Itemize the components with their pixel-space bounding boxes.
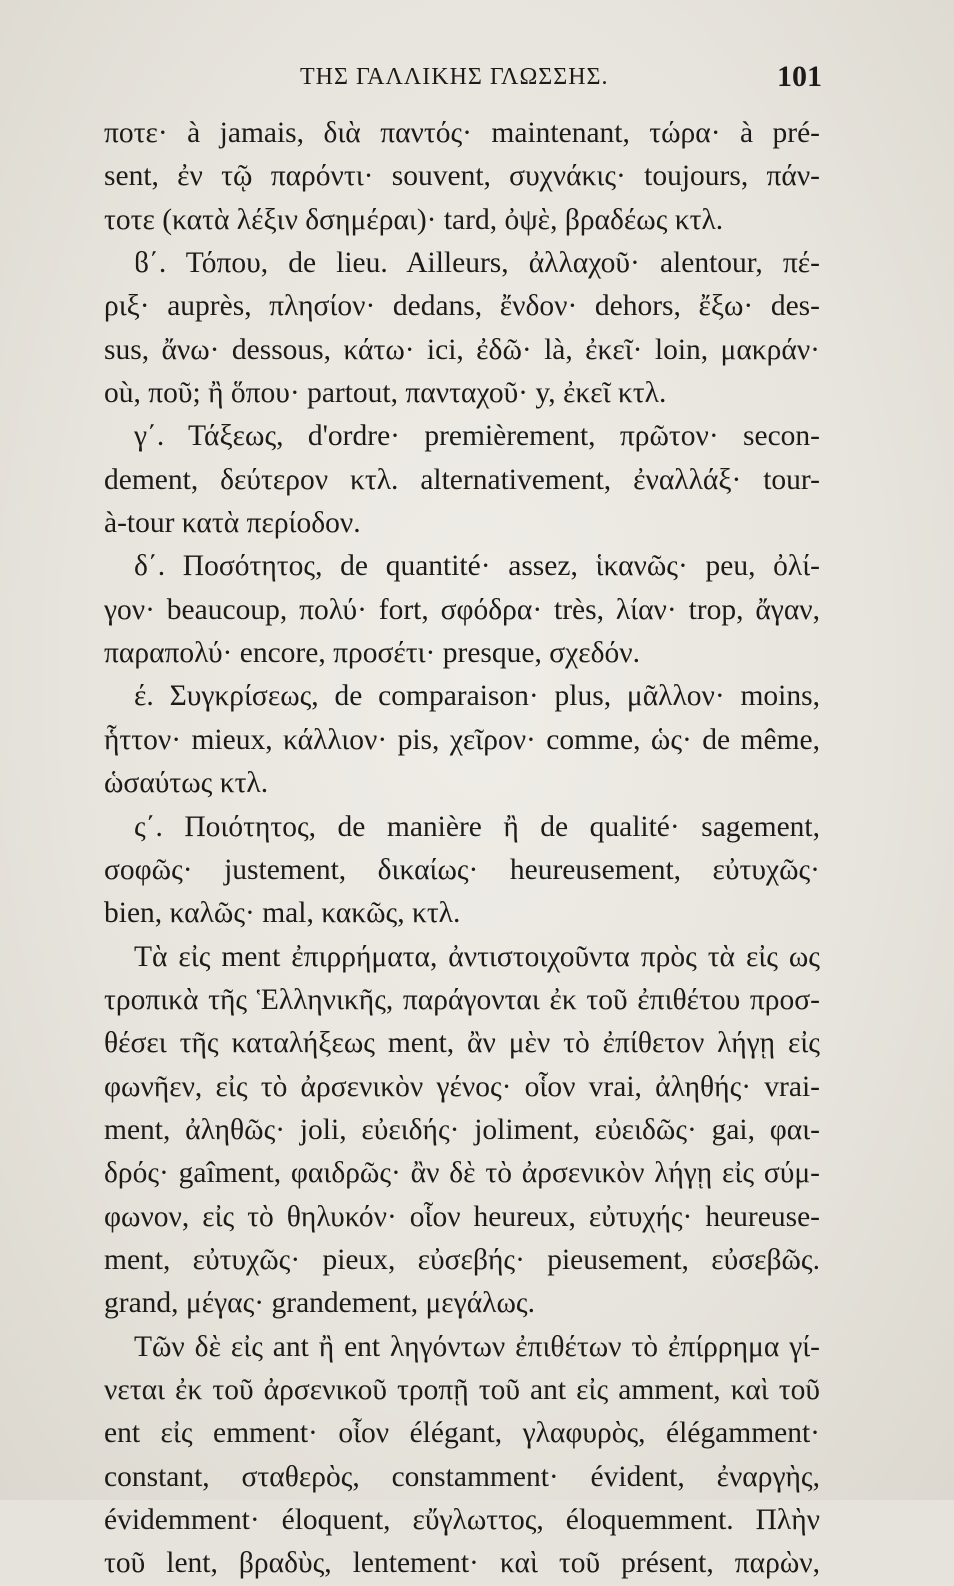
text-line: sus, ἄνω· dessous, κάτω· ici, ἐδῶ· là, ἐκεῖ· loin, μακράν· [104,333,820,366]
text-line: νεται ἐκ τοῦ ἀρσενικοῦ τροπῇ τοῦ ant εἰς amment, καὶ τοῦ [104,1373,820,1406]
text-line: δ΄. Ποσότητος, de quantité· assez, ἱκανῶς· peu, ὀλί- [134,550,820,583]
text-line: sent, ἐν τῷ παρόντι· souvent, συχνάκις· toujours, πάν- [104,160,820,193]
text-line: ent εἰς emment· οἷον élégant, γλαφυρὸς, élégamment· [104,1417,820,1450]
text-line: ποτε· à jamais, διὰ παντός· maintenant, τώρα· à pré- [104,117,820,149]
text-line: τοῦ lent, βραδὺς, lentement· καὶ τοῦ présent, παρὼν, [104,1547,820,1580]
text-line: ment, εὐτυχῶς· pieux, εὐσεβής· pieusement, εὐσεβῶς. [104,1243,820,1276]
text-line: ment, ἀληθῶς· joli, εὐειδής· joliment, εὐειδῶς· gai, φαι- [104,1113,820,1146]
page-number: 101 [777,60,822,93]
text-line: έ. Συγκρίσεως, de comparaison· plus, μᾶλλον· moins, [134,680,820,713]
body-text [104,112,820,1586]
text-line: παραπολύ· encore, προσέτι· presque, σχεδόν. [104,637,640,670]
text-line: bien, καλῶς· mal, κακῶς, κτλ. [104,897,461,930]
text-line: ἧττον· mieux, κάλλιον· pis, χεῖρον· comme, ὡς· de même, [104,723,820,756]
text-line: dement, δεύτερον κτλ. alternativement, ἐναλλάξ· tour- [104,463,820,496]
text-line: grand, μέγας· grandement, μεγάλως. [104,1287,535,1320]
text-line: ς΄. Ποιότητος, de manière ἢ de qualité· sagement, [134,810,820,843]
text-line: τοτε (κατὰ λέξιν δσημέραι)· tard, ὀψὲ, βραδέως κτλ. [104,203,724,236]
text-line: δρός· gaîment, φαιδρῶς· ἂν δὲ τὸ ἀρσενικὸν λήγῃ εἰς σύμ- [104,1157,820,1190]
text-line: constant, σταθερὸς, constamment· évident, ἐναργὴς, [104,1460,820,1493]
text-line: évidemment· éloquent, εὔγλωττος, éloquemment. Πλὴν [104,1504,820,1536]
text-line: τροπικὰ τῆς Ἑλληνικῆς, παράγονται ἐκ τοῦ ἐπιθέτου προσ- [104,983,820,1016]
text-line: σοφῶς· justement, δικαίως· heureusement, εὐτυχῶς· [104,853,820,886]
text-line: Τῶν δὲ εἰς ant ἢ ent ληγόντων ἐπιθέτων τὸ ἐπίρρημα γί- [134,1330,820,1363]
text-line: φωνῆεν, εἰς τὸ ἀρσενικὸν γένος· οἷον vrai, ἀληθής· vrai- [104,1070,820,1103]
text-line: ριξ· auprès, πλησίον· dedans, ἔνδον· dehors, ἔξω· des- [104,290,820,323]
text-line: Τὰ εἰς ment ἐπιρρήματα, ἀντιστοιχοῦντα πρὸς τὰ εἰς ως [134,940,820,973]
text-line: ὡσαύτως κτλ. [104,767,269,800]
text-line: γ΄. Τάξεως, d'ordre· premièrement, πρῶτον· secon- [134,420,820,453]
page-header [110,58,822,98]
text-line: ϐ΄. Τόπου, de lieu. Ailleurs, ἀλλαχοῦ· alentour, πέ- [134,247,820,280]
text-line: où, ποῦ; ἢ ὅπου· partout, πανταχοῦ· y, ἐκεῖ κτλ. [104,377,667,410]
text-line: θέσει τῆς καταλήξεως ment, ἂν μὲν τὸ ἐπίθετον λήγῃ εἰς [104,1027,820,1060]
running-title: ΤΗΣ ΓΑΛΛΙΚΗΣ ΓΛΩΣΣΗΣ. [300,64,609,90]
text-line: φωνον, εἰς τὸ θηλυκόν· οἷον heureux, εὐτυχής· heureuse- [104,1200,820,1233]
text-line: à-tour κατὰ περίοδον. [104,507,361,540]
text-line: γον· beaucoup, πολύ· fort, σφόδρα· très, λίαν· trop, ἄγαν, [104,593,820,626]
